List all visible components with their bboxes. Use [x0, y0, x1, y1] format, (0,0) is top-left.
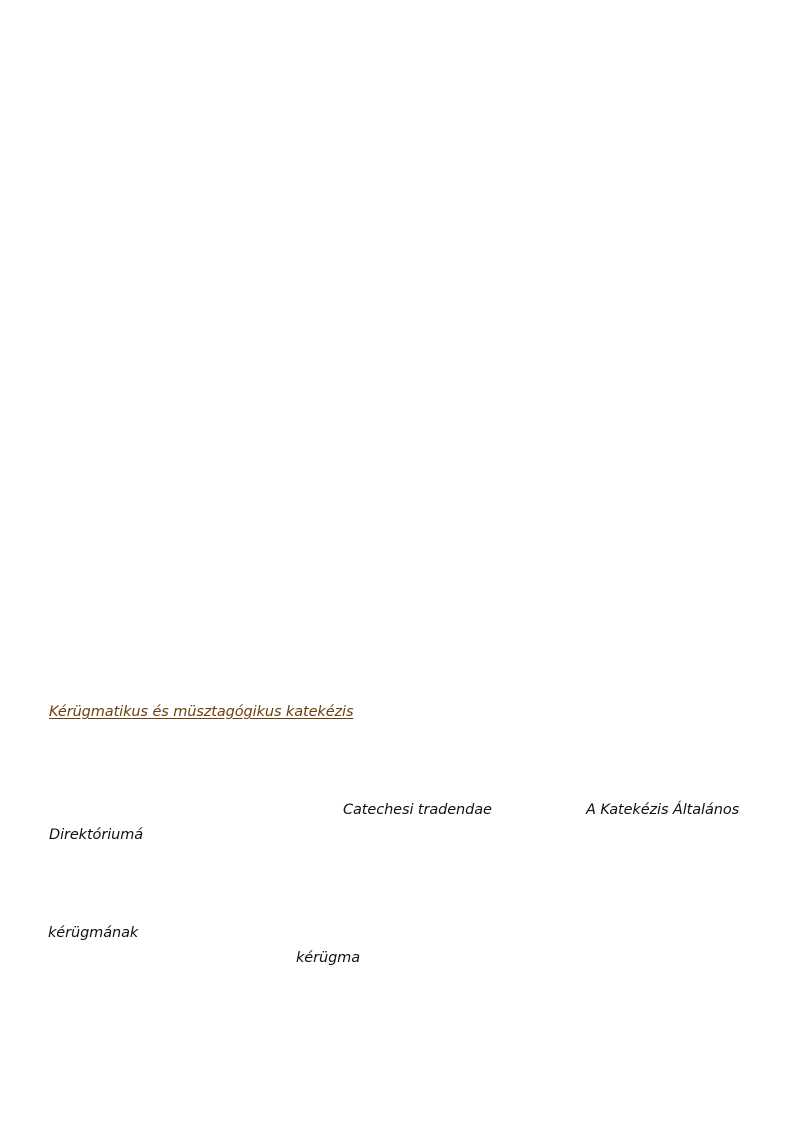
italic-fragment-katekezis-altalanos: A Katekézis Általános [586, 802, 740, 818]
italic-fragment-kerugma: kérügma [296, 950, 360, 966]
italic-fragment-catechesi-tradendae: Catechesi tradendae [343, 802, 492, 818]
section-link-kerugmatikus[interactable]: Kérügmatikus és müsztagógikus katekézis [49, 704, 354, 720]
italic-fragment-direktoriuma: Direktóriumá [49, 827, 144, 843]
italic-fragment-kerugmanak: kérügmának [48, 925, 139, 941]
